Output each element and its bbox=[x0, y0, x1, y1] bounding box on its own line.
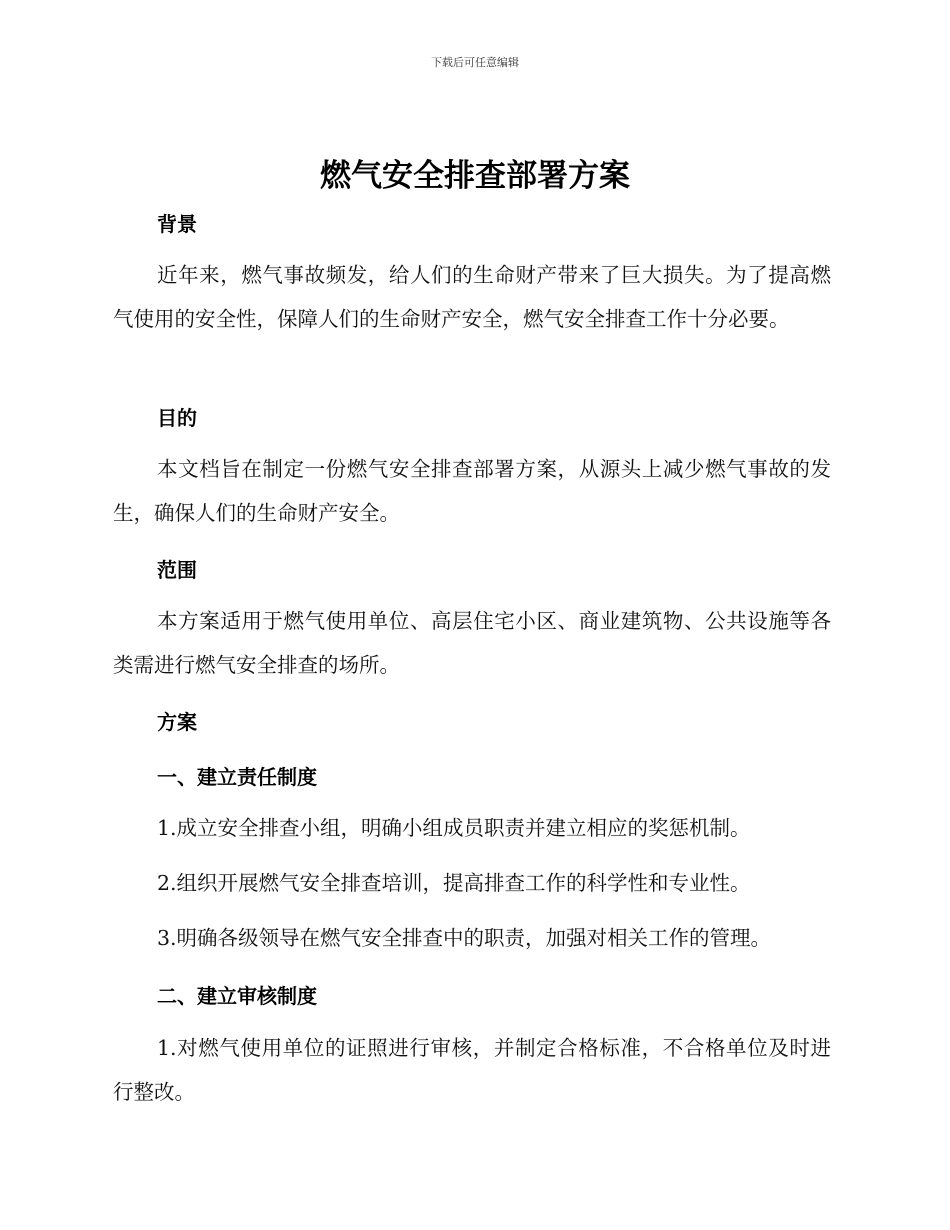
list-item: 2.组织开展燃气安全排查培训，提高排查工作的科学性和专业性。 bbox=[157, 871, 751, 895]
list-item: 3.明确各级领导在燃气安全排查中的职责，加强对相关工作的管理。 bbox=[157, 926, 772, 950]
heading-plan: 方案 bbox=[157, 710, 197, 734]
paragraph-purpose: 本文档旨在制定一份燃气安全排查部署方案，从源头上减少燃气事故的发生，确保人们的生命财产安全。 bbox=[113, 457, 831, 525]
heading-purpose: 目的 bbox=[157, 406, 197, 430]
paragraph-background: 近年来，燃气事故频发，给人们的生命财产带来了巨大损失。为了提高燃气使用的安全性，保障人们的生命财产安全，燃气安全排查工作十分必要。 bbox=[113, 263, 831, 331]
list-item: 1.成立安全排查小组，明确小组成员职责并建立相应的奖惩机制。 bbox=[157, 816, 751, 840]
header-note: 下载后可任意编辑 bbox=[431, 56, 519, 69]
heading-audit-system: 二、建立审核制度 bbox=[157, 984, 317, 1008]
heading-responsibility-system: 一、建立责任制度 bbox=[157, 765, 317, 789]
list-item: 1.对燃气使用单位的证照进行审核，并制定合格标准，不合格单位及时进行整改。 bbox=[113, 1036, 831, 1104]
document-title: 燃气安全排查部署方案 bbox=[320, 158, 630, 194]
paragraph-scope: 本方案适用于燃气使用单位、高层住宅小区、商业建筑物、公共设施等各类需进行燃气安全排查的场所。 bbox=[113, 609, 831, 677]
heading-scope: 范围 bbox=[157, 558, 197, 582]
heading-background: 背景 bbox=[157, 212, 197, 236]
